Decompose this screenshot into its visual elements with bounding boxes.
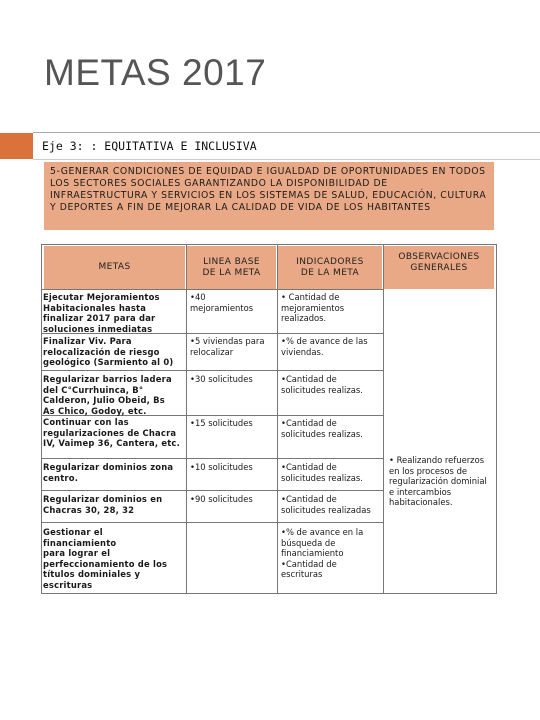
table-cell-meta: Ejecutar Mejoramientos Habitacionales hasta finalizar 2017 para dar soluciones inmediatas — [43, 292, 160, 334]
table-cell-indicador: •Cantidad de solicitudes realizas. — [281, 374, 363, 395]
table-cell-linea-base: •40 mejoramientos — [190, 292, 254, 313]
row-divider — [41, 522, 383, 523]
row-divider — [41, 289, 383, 290]
divider-bottom — [33, 159, 540, 160]
col-divider-1 — [186, 244, 187, 594]
table-cell-indicador: • Cantidad de mejoramientos realizados. — [281, 292, 345, 324]
table-cell-meta: Continuar con las regularizaciones de Chacra IV, Vaimep 36, Cantera, etc. — [43, 417, 180, 449]
row-divider — [41, 458, 383, 459]
table-cell-meta: Regularizar barrios ladera del C°Currhuinca, B° Calderon, Julio Obeid, Bs As Chico, Godoy, etc. — [43, 374, 172, 416]
table-cell-meta: Regularizar dominios en Chacras 30, 28, 32 — [43, 494, 163, 515]
table-border-bottom — [41, 593, 497, 594]
table-cell-indicador: •Cantidad de solicitudes realizas. — [281, 418, 363, 439]
table-cell-linea-base: •15 solicitudes — [190, 418, 253, 428]
divider-top — [33, 132, 540, 133]
table-cell-indicador: •Cantidad de solicitudes realizas. — [281, 462, 363, 483]
table-cell-meta: Regularizar dominios zona centro. — [43, 462, 174, 483]
table-cell-linea-base: •10 solicitudes — [190, 462, 253, 472]
table-cell-linea-base: •30 solicitudes — [190, 374, 253, 384]
table-cell-observaciones: • Realizando refuerzos en los procesos de regularización dominial e intercambios habitacionales. — [389, 455, 487, 508]
row-divider — [41, 370, 383, 371]
table-border-left — [41, 244, 42, 594]
row-divider — [41, 490, 383, 491]
table-cell-linea-base: •5 viviendas para relocalizar — [190, 336, 265, 357]
table-border-top — [41, 244, 497, 245]
accent-block — [0, 133, 33, 159]
header-metas: METAS — [44, 246, 185, 289]
objective-box: 5-GENERAR CONDICIONES DE EQUIDAD E IGUALDAD DE OPORTUNIDADES EN TODOS LOS SECTORES SOCIALES GARANTIZANDO LA DISPONIBILIDAD DE INFRAESTRUCTURA Y SERVICIOS EN LOS SISTEMAS DE SALUD, EDUCACIÓN, CULTURA Y DEPORTES A FIN DE MEJORAR LA CALIDAD DE VIDA DE LOS HABITANTES — [44, 162, 494, 230]
table-cell-indicador: •Cantidad de solicitudes realizadas — [281, 494, 371, 515]
table-cell-meta: Finalizar Viv. Para relocalización de riesgo geológico (Sarmiento al 0) — [43, 336, 174, 368]
section-subtitle: Eje 3: : EQUITATIVA E INCLUSIVA — [42, 139, 257, 153]
header-indicadores: INDICADORES DE LA META — [278, 246, 382, 289]
header-linea-base: LINEA BASE DE LA META — [187, 246, 276, 289]
table-cell-indicador: •% de avance en la búsqueda de financiamiento •Cantidad de escrituras — [281, 527, 364, 580]
col-divider-2 — [277, 244, 278, 594]
page-title: METAS 2017 — [44, 52, 267, 93]
table-border-right — [496, 244, 497, 594]
table-cell-indicador: •% de avance de las viviendas. — [281, 336, 368, 357]
col-divider-3 — [383, 244, 384, 594]
table-cell-meta: Gestionar el financiamiento para lograr el perfeccionamiento de los títulos dominiales y escrituras — [43, 527, 168, 590]
table-cell-linea-base: •90 solicitudes — [190, 494, 253, 504]
header-observaciones: OBSERVACIONES GENERALES — [384, 246, 494, 289]
